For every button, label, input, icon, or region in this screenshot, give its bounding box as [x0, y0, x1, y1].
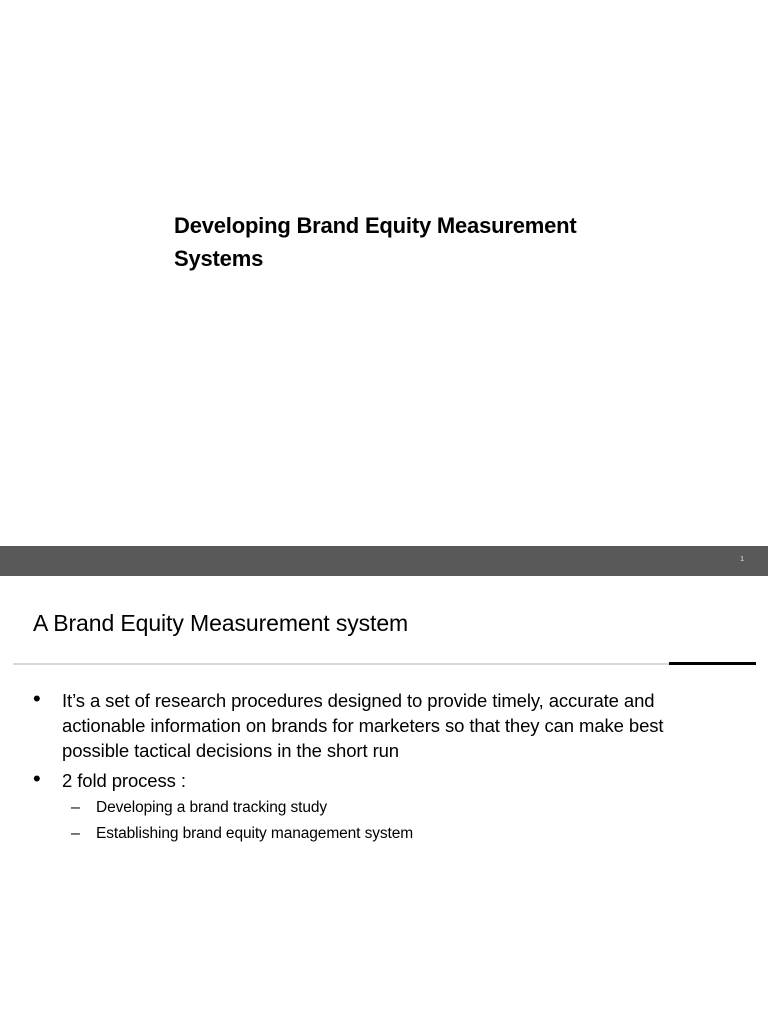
slide-2 — [0, 576, 768, 1024]
sub-bullet-2-text: Establishing brand equity management system — [96, 825, 414, 842]
list-item — [33, 688, 733, 763]
bullet-1-line-2: actionable information on brands for marketers so that they can make best — [62, 715, 664, 736]
sub-bullet-list — [62, 795, 733, 847]
list-item — [33, 768, 733, 847]
bullet-icon: • — [33, 766, 41, 791]
slide-footer-band — [0, 546, 768, 576]
sub-bullet-1-text: Developing a brand tracking study — [96, 799, 328, 816]
page-number: 1 — [740, 556, 744, 563]
bullet-list — [33, 688, 733, 852]
bullet-1-line-3: possible tactical decisions in the short run — [62, 740, 400, 761]
bullet-icon: • — [33, 686, 41, 711]
slide-2-title: A Brand Equity Measurement system — [33, 610, 409, 636]
slide-1-title-line-1: Developing Brand Equity Measurement — [174, 213, 577, 238]
dash-icon: – — [71, 799, 80, 816]
slide-1-title-line-2: Systems — [174, 246, 264, 271]
list-item — [62, 795, 733, 821]
title-underline-rule — [13, 663, 669, 665]
slide-1-title — [174, 209, 654, 275]
title-accent-rule — [669, 662, 756, 665]
bullet-2-text: 2 fold process : — [62, 770, 186, 791]
dash-icon: – — [71, 825, 80, 842]
bullet-1-line-1: It’s a set of research procedures designed to provide timely, accurate and — [62, 690, 655, 711]
list-item — [62, 821, 733, 847]
